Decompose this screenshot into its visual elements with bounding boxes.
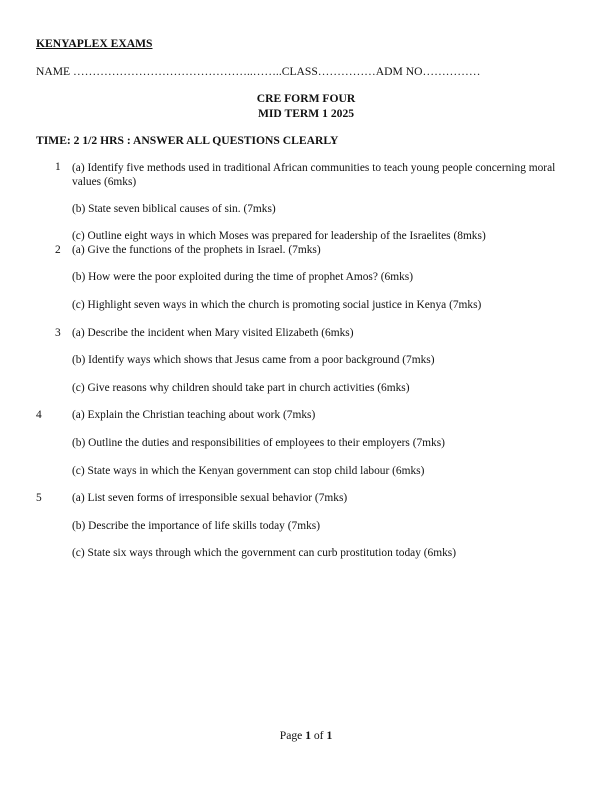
exam-subtitle: MID TERM 1 2025 [257, 107, 355, 120]
question-part: (a) Identify five methods used in traditional African communities to teach young people concerning moral values (6mks) [72, 162, 556, 188]
question-part: (b) State seven biblical causes of sin. (7mks) [72, 203, 276, 215]
current-page: 1 [305, 729, 311, 742]
question-number: 2 [55, 244, 61, 256]
question-part: (a) List seven forms of irresponsible sexual behavior (7mks) [72, 492, 348, 504]
exam-instructions: TIME: 2 1/2 HRS : ANSWER ALL QUESTIONS CLEARLY [36, 134, 339, 147]
page-footer [0, 729, 612, 742]
brand-heading: KENYAPLEX EXAMS [36, 37, 153, 50]
question-number: 5 [36, 492, 42, 504]
question-part: (a) Give the functions of the prophets in Israel. (7mks) [72, 244, 321, 256]
question-part: (b) Outline the duties and responsibilities of employees to their employers (7mks) [72, 437, 445, 449]
question-part: (b) Identify ways which shows that Jesus came from a poor background (7mks) [72, 354, 435, 366]
page-of-label: of [310, 729, 327, 742]
question-part: (c) Outline eight ways in which Moses was prepared for leadership of the Israelites (8mks) [72, 230, 486, 242]
question-part: (c) State ways in which the Kenyan government can stop child labour (6mks) [72, 465, 425, 477]
question-part: (a) Describe the incident when Mary visited Elizabeth (6mks) [72, 327, 354, 339]
exam-title: CRE FORM FOUR [256, 92, 356, 105]
question-part: (c) Give reasons why children should take part in church activities (6mks) [72, 382, 410, 394]
question-part: (b) Describe the importance of life skills today (7mks) [72, 520, 320, 532]
student-fields-line: NAME ………………………………………..……..CLASS……………ADM NO…………… [36, 65, 481, 78]
question-number: 1 [55, 161, 61, 173]
question-part: (b) How were the poor exploited during the time of prophet Amos? (6mks) [72, 271, 414, 283]
question-part: (c) Highlight seven ways in which the church is promoting social justice in Kenya (7mks) [72, 299, 482, 311]
question-part: (a) Explain the Christian teaching about work (7mks) [72, 409, 316, 421]
question-part: (c) State six ways through which the government can curb prostitution today (6mks) [72, 547, 457, 559]
question-number: 4 [36, 409, 42, 421]
question-number: 3 [55, 327, 61, 339]
page-prefix: Page [279, 729, 306, 742]
total-pages: 1 [326, 729, 333, 742]
